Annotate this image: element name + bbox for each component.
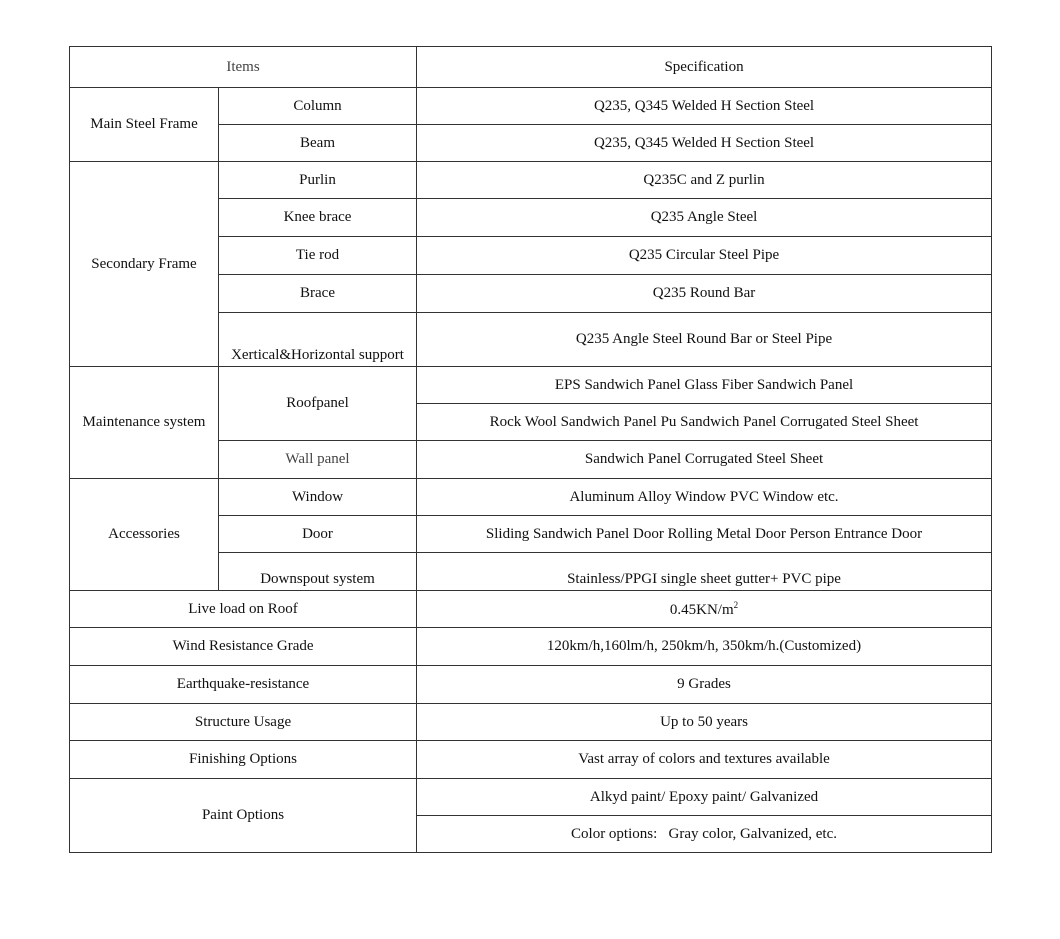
group-label-secondary-frame: Secondary Frame	[70, 162, 219, 367]
spec-cell: Sliding Sandwich Panel Door Rolling Metal Door Person Entrance Door	[417, 516, 992, 553]
group-label-main-steel-frame: Main Steel Frame	[70, 88, 219, 162]
group-label-accessories: Accessories	[70, 479, 219, 591]
group-label-paint-options: Paint Options	[70, 779, 417, 853]
table-row	[70, 88, 992, 125]
item-cell: Brace	[219, 275, 417, 313]
item-cell: Purlin	[219, 162, 417, 199]
item-cell: Finishing Options	[70, 741, 417, 779]
spec-cell: Vast array of colors and textures available	[417, 741, 992, 779]
item-cell: Door	[219, 516, 417, 553]
item-cell: Column	[219, 88, 417, 125]
table-row	[70, 479, 992, 516]
table-row	[70, 779, 992, 816]
item-cell: Xertical&Horizontal support	[219, 313, 417, 367]
item-cell-roofpanel: Roofpanel	[219, 367, 417, 441]
spec-cell: Rock Wool Sandwich Panel Pu Sandwich Panel Corrugated Steel Sheet	[417, 404, 992, 441]
specification-table	[69, 46, 992, 853]
item-cell: Window	[219, 479, 417, 516]
spec-cell: Q235, Q345 Welded H Section Steel	[417, 125, 992, 162]
header-items: Items	[70, 47, 417, 88]
spec-cell: Q235 Round Bar	[417, 275, 992, 313]
item-cell: Beam	[219, 125, 417, 162]
spec-cell: Color options: Gray color, Galvanized, etc.	[417, 816, 992, 853]
superscript: 2	[733, 599, 739, 610]
spec-cell: Q235 Angle Steel	[417, 199, 992, 237]
item-cell: Wind Resistance Grade	[70, 628, 417, 666]
header-specification: Specification	[417, 47, 992, 88]
spec-cell: 120km/h,160lm/h, 250km/h, 350km/h.(Customized)	[417, 628, 992, 666]
item-cell-wall-panel: Wall panel	[219, 441, 417, 479]
spec-cell	[417, 591, 992, 628]
spec-cell: 9 Grades	[417, 666, 992, 704]
table-header-row	[70, 47, 992, 88]
spec-cell: Alkyd paint/ Epoxy paint/ Galvanized	[417, 779, 992, 816]
spec-cell: Q235, Q345 Welded H Section Steel	[417, 88, 992, 125]
spec-cell: Up to 50 years	[417, 704, 992, 741]
table-row	[70, 666, 992, 704]
item-cell: Tie rod	[219, 237, 417, 275]
spec-cell: Q235C and Z purlin	[417, 162, 992, 199]
table-row	[70, 704, 992, 741]
spec-cell: Aluminum Alloy Window PVC Window etc.	[417, 479, 992, 516]
group-label-maintenance-system: Maintenance system	[70, 367, 219, 479]
item-cell: Structure Usage	[70, 704, 417, 741]
item-cell: Live load on Roof	[70, 591, 417, 628]
table-row	[70, 741, 992, 779]
item-cell: Knee brace	[219, 199, 417, 237]
spec-cell: Q235 Angle Steel Round Bar or Steel Pipe	[417, 313, 992, 367]
spec-cell: Stainless/PPGI single sheet gutter+ PVC pipe	[417, 553, 992, 591]
table-row	[70, 162, 992, 199]
item-cell: Downspout system	[219, 553, 417, 591]
table-row	[70, 367, 992, 404]
spec-cell: Q235 Circular Steel Pipe	[417, 237, 992, 275]
spec-cell: EPS Sandwich Panel Glass Fiber Sandwich Panel	[417, 367, 992, 404]
table-row	[70, 628, 992, 666]
table-row	[70, 591, 992, 628]
spec-text: 0.45KN/m	[669, 601, 734, 618]
spec-cell: Sandwich Panel Corrugated Steel Sheet	[417, 441, 992, 479]
item-cell: Earthquake-resistance	[70, 666, 417, 704]
